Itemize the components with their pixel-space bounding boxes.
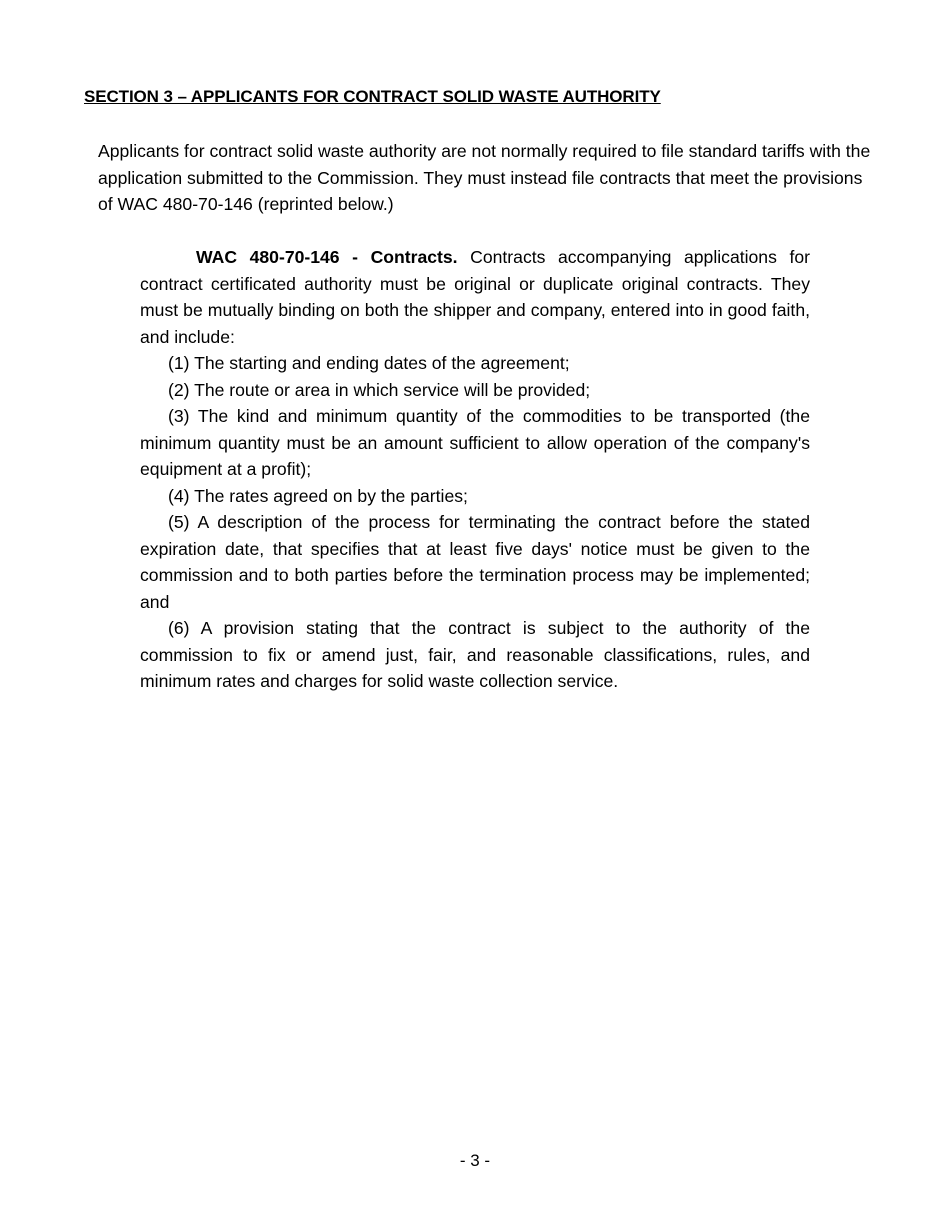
wac-title: Contracts. bbox=[370, 247, 458, 267]
wac-item-1: (1) The starting and ending dates of the agreement; bbox=[168, 353, 570, 373]
wac-item-5: (5) A description of the process for terminating the contract before the stated expiration date, that specifies that at least five days' notice must be given to the commission and to both parties before the termination process may be implemented; and bbox=[140, 512, 810, 612]
page-number: - 3 - bbox=[459, 1151, 491, 1170]
intro-paragraph: Applicants for contract solid waste authority are not normally required to file standard tariffs with the application submitted to the Commission. They must instead file contracts that meet the provisions of WAC 480-70-146 (reprinted below.) bbox=[98, 141, 871, 214]
wac-reference: WAC 480-70-146 - bbox=[196, 247, 371, 267]
wac-item-6: (6) A provision stating that the contract is subject to the authority of the commission to fix or amend just, fair, and reasonable classifications, rules, and minimum rates and charges for solid waste collection service. bbox=[140, 618, 810, 691]
wac-quote-block bbox=[140, 244, 810, 695]
wac-item-4: (4) The rates agreed on by the parties; bbox=[168, 485, 468, 506]
wac-lead-text: Contracts accompanying applications for contract certificated authority must be original or duplicate original contracts. They must be mutually binding on both the shipper and company, entered into in good faith, and include: bbox=[140, 247, 810, 347]
wac-item-2: (2) The route or area in which service will be provided; bbox=[168, 379, 591, 400]
wac-lead-paragraph bbox=[140, 244, 810, 350]
section-heading: SECTION 3 – APPLICANTS FOR CONTRACT SOLID WASTE AUTHORITY bbox=[84, 87, 661, 106]
wac-item-3: (3) The kind and minimum quantity of the commodities to be transported (the minimum quantity must be an amount sufficient to allow operation of the company's equipment at a profit); bbox=[140, 406, 810, 479]
